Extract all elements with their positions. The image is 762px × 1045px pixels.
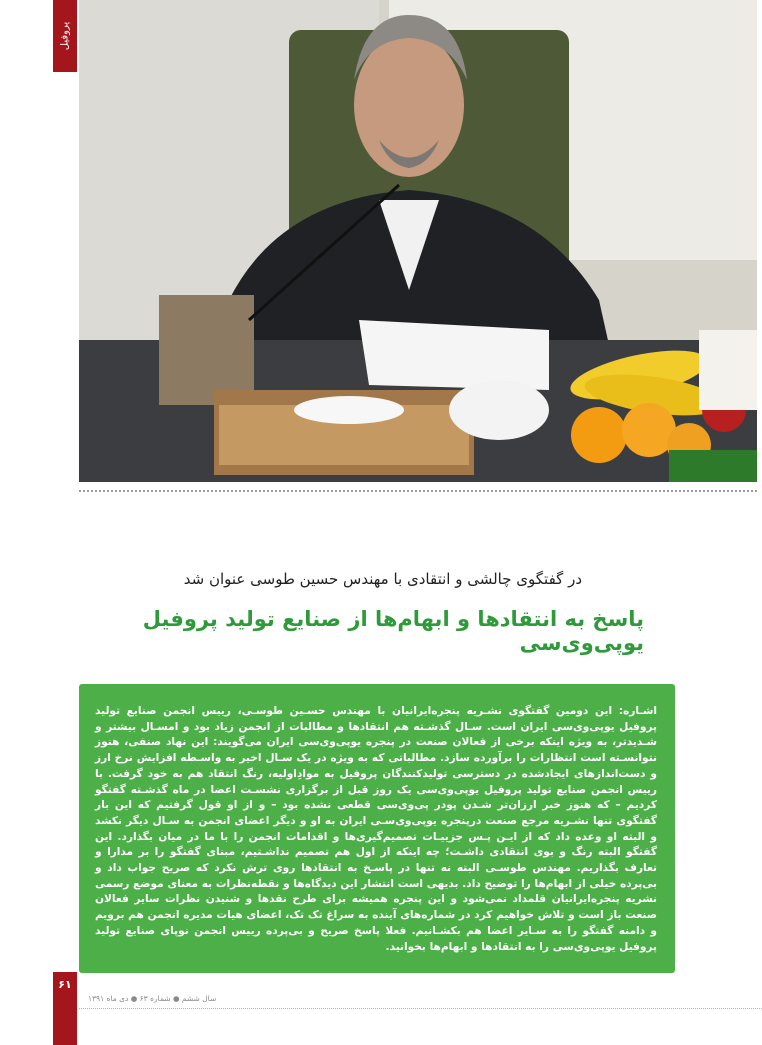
section-tab: [53, 0, 77, 72]
page-number: ۶۱: [58, 978, 72, 991]
page-number-tab: [53, 972, 77, 1045]
article-subtitle: در گفتگوی چالشی و انتقادی با مهندس حسین طوسی عنوان شد: [183, 570, 582, 588]
interview-photo: [79, 0, 757, 482]
intro-box: [79, 684, 675, 973]
bottom-dotted-divider: [79, 1008, 762, 1009]
top-dotted-divider: [79, 490, 757, 492]
article-title: پاسخ به انتقادها و ابهام‌ها از صنایع تولید پروفیل یوپی‌وی‌سی: [142, 607, 644, 655]
intro-text: اشـاره: این دومین گفتگوی نشـریه پنجره‌ایرانیان با مهندس حسـین طوسـی، رییس انجمن صنایع تولید پروفیل یوپی‌وی‌سی ایران است. سـال گذشـته هم انتقادها و مطالبات از انجمن زیاد بود و امسـال بیشتر و شـدیدتر، به ویژه اینکه برخی از فعالان صنعت در پنجره یوپی‌وی‌سی ایران می‌گویند: این نهاد صنفی، هنوز نتوانسـته است انتظارات را برآورده سازد. مطالباتی که به ویژه در یک سـال اخیر به واسـطه افزایش نرخ ارز و دست‌اندازهای ایجادشده در دسترسی تولیدکنندگان پروفیل به موادِاولیه، رنگ انتقاد هم به خود گرفت. با رییس انجمن صنایع تولید پروفیل یوپی‌وی‌سی یک روز قبل از برگزاری نشسـت اعضا در ماه گذشـته گفتگو کردیم – که هنوز خبر ارزان‌تر شـدن پودر پی‌وی‌سی قطعی نشده بود – و از او قول گرفتیم که این بار گفتگوی تنها نشـریه مرجع صنعت درپنجره یوپی‌وی‌سـی ایران به او و دیگر اعضای انجمن به سـال دیگر نکشد و البته او وعده داد که از ایـن پـس جزییـات تصمیم‌گیری‌ها و اقدامات انجمن را با ما در میان بگذارد. این گفتگو البته رنگ و بوی انتقادی داشـت؛ چه اینکه از اول هم تصمیم نداشـتیم، مبنای گفتگو را بر مدارا و تعارف بگذاریم. مهندس طوسـی البته نه تنها در پاسـخ به انتقادها روی ترش نکرد که صریح جواب داد و بی‌پرده خیلی از ابهام‌ها را توضیح داد. بدیهی است انتشار این دیدگاه‌ها و نقطه‌نظرات به معنای موضع رسمی نشریه پنجره‌ایرانیان قلمداد نمی‌شود و این پنجره همیشه برای طرح نقدها و شنیدن نظرات سایر فعالان صنعت باز است و تلاش خواهیم کرد در شماره‌های آینده به سراغ تک تک، اعضای هیات مدیره انجمن هم برویم و دامنه گفتگو را به سـایر اعضا هم بکشـانیم. فعلا پاسخ صریح و بی‌پرده رییس انجمن نوپای صنایع تولید پروفیل یوپی‌وی‌سی را به انتقادها و ابهام‌ها بخوانید.: [95, 705, 657, 953]
issue-info: سال ششم ● شماره ۶۳ ● دی ماه ۱۳۹۱: [88, 994, 217, 1003]
section-tab-label: پروفیل: [59, 21, 71, 51]
